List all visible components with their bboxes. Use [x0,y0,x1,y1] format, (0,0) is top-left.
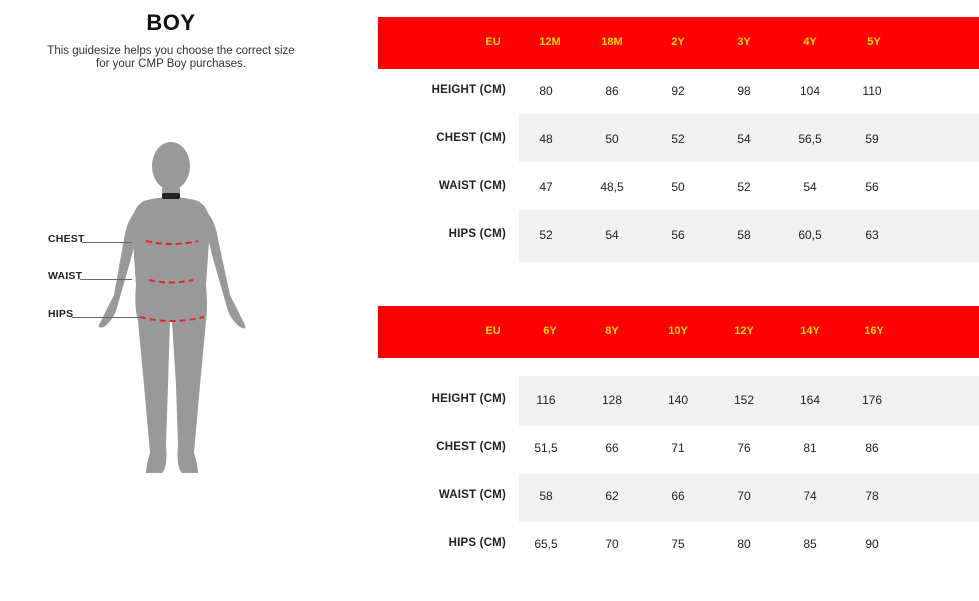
table-2-header-cell: 16Y [864,325,884,337]
table-1-row-label: CHEST (CM) [436,132,506,144]
table-1-cell: 54 [737,132,751,146]
table-1-cell: 86 [605,84,619,98]
table-2-cell: 90 [865,537,879,551]
table-1-cell: 50 [605,132,619,146]
table-1-cell: 52 [737,180,751,194]
table-2-cell: 80 [737,537,751,551]
table-2-cell: 85 [803,537,817,551]
table-2-header-cell: 10Y [668,325,688,337]
table-1-row-label: HIPS (CM) [448,228,506,240]
hips-leader [72,317,142,318]
table-2-row-label: HEIGHT (CM) [431,393,506,405]
table-1-cell: 56,5 [798,132,822,146]
table-1-cell: 48,5 [600,180,624,194]
boy-body-figure [40,135,280,485]
page-title: BOY [146,10,196,35]
figure-left-leg [138,321,170,473]
subtitle-line-1: This guidesize helps you choose the correct size [47,45,295,57]
table-1-cell: 80 [539,84,553,98]
table-2-cell: 86 [865,441,879,455]
hips-label: HIPS [48,308,74,320]
table-1-header-cell: 2Y [671,36,685,48]
size-table-1 [378,17,979,267]
table-2-cell: 140 [667,393,689,407]
table-2-header-cell: EU [485,325,501,337]
figure-collar [162,193,180,199]
figure-torso [132,197,210,321]
table-2-cell: 70 [737,489,751,503]
table-2-cell: 66 [605,441,619,455]
table-2-cell: 75 [671,537,685,551]
table-1-cell: 104 [799,84,821,98]
table-2-cell: 78 [865,489,879,503]
table-2-cell: 62 [605,489,619,503]
table-2-header-cell: 6Y [543,325,557,337]
waist-label: WAIST [48,270,83,282]
table-1-cell: 48 [539,132,553,146]
table-1-cell: 63 [865,228,879,242]
table-1-cell: 92 [671,84,685,98]
table-2-cell: 51,5 [534,441,558,455]
table-2-cell: 81 [803,441,817,455]
figure-right-leg [172,321,206,473]
table-2-row-label: CHEST (CM) [436,441,506,453]
table-2-cell: 176 [861,393,883,407]
table-1-header-cell: 4Y [803,36,817,48]
table-2-cell: 70 [605,537,619,551]
table-2-cell: 65,5 [534,537,558,551]
page-subtitle [0,45,342,71]
chest-label: CHEST [48,233,85,245]
table-1-cell: 52 [671,132,685,146]
table-2-cell: 76 [737,441,751,455]
table-1-cell: 56 [865,180,879,194]
table-1-header-cell: 3Y [737,36,751,48]
table-2-row-label: HIPS (CM) [448,537,506,549]
table-2-header-cell: 14Y [800,325,820,337]
table-1-cell: 59 [865,132,879,146]
size-table-2 [378,306,979,576]
table-1-header-cell: 12M [539,36,561,48]
table-1-row-label: WAIST (CM) [438,180,506,192]
table-1-row-label: HEIGHT (CM) [431,84,506,96]
table-1-cell: 52 [539,228,553,242]
table-2-cell: 116 [536,393,556,407]
table-2-cell: 58 [539,489,553,503]
table-1-cell: 50 [671,180,685,194]
table-1-cell: 47 [539,180,553,194]
table-2-cell: 66 [671,489,685,503]
table-1-cell: 98 [737,84,751,98]
table-1-header-cell: 18M [601,36,623,48]
size-table-1-header [378,17,979,69]
waist-leader [80,279,132,280]
table-2-header-cell: 8Y [605,325,619,337]
table-1-header-cell: EU [485,36,501,48]
table-1-header-cell: 5Y [867,36,881,48]
subtitle-line-2: for your CMP Boy purchases. [96,58,246,70]
size-table-2-header [378,306,979,358]
table-2-cell: 128 [601,393,623,407]
table-2-cell: 164 [799,393,821,407]
table-2-cell: 74 [803,489,817,503]
table-2-row-label: WAIST (CM) [438,489,506,501]
table-1-cell: 56 [671,228,685,242]
table-1-cell: 58 [737,228,751,242]
table-2-cell: 152 [733,393,755,407]
chest-leader [82,242,132,243]
table-1-cell: 60,5 [798,228,822,242]
figure-head [152,142,190,190]
table-1-cell: 110 [862,84,882,98]
table-1-cell: 54 [605,228,619,242]
table-2-cell: 71 [671,441,685,455]
table-2-header-cell: 12Y [734,325,754,337]
table-1-cell: 54 [803,180,817,194]
